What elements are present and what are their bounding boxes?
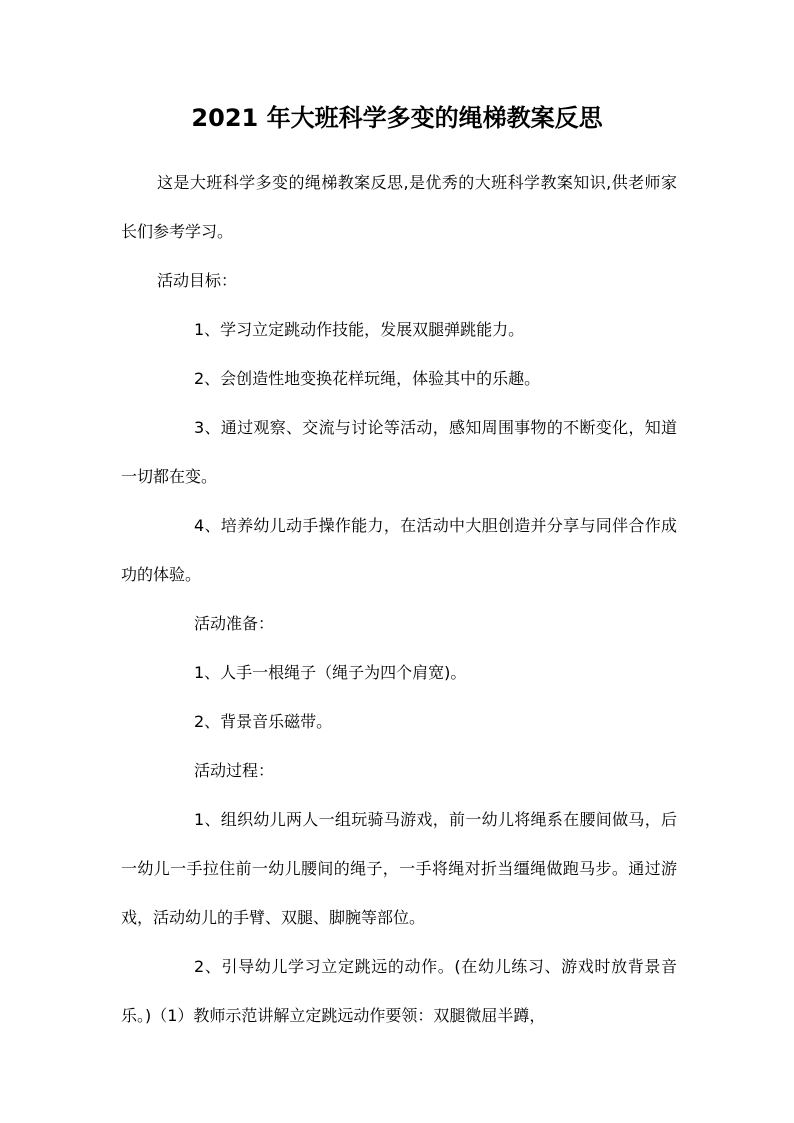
section-heading-preparation: 活动准备： — [194, 614, 275, 633]
section-heading-goals: 活动目标： — [157, 271, 238, 290]
preparation-item-1: 1、人手一根绳子（绳子为四个肩宽)。 — [194, 663, 467, 682]
document-title: 2021 年大班科学多变的绳梯教案反思 — [191, 104, 603, 132]
goal-item-1: 1、学习立定跳动作技能，发展双腿弹跳能力。 — [194, 320, 525, 339]
process-item-2: 2、引导幼儿学习立定跳远的动作。(在幼儿练习、游戏时放背景音乐。)（1）教师示范讲解立定跳远动作要领：双腿微屈半蹲， — [121, 957, 677, 1025]
preparation-item-2: 2、背景音乐磁带。 — [194, 712, 333, 731]
process-item-1: 1、组织幼儿两人一组玩骑马游戏，前一幼儿将绳系在腰间做马，后一幼儿一手拉住前一幼儿腰间的绳子，一手将绳对折当缰绳做跑马步。通过游戏，活动幼儿的手臂、双腿、脚腕等部位。 — [121, 810, 677, 927]
section-heading-process: 活动过程： — [194, 761, 275, 780]
intro-paragraph: 这是大班科学多变的绳梯教案反思,是优秀的大班科学教案知识,供老师家长们参考学习。 — [121, 173, 677, 241]
goal-item-3: 3、通过观察、交流与讨论等活动，感知周围事物的不断变化，知道一切都在变。 — [121, 418, 677, 486]
goal-item-4: 4、培养幼儿动手操作能力，在活动中大胆创造并分享与同伴合作成功的体验。 — [121, 516, 677, 584]
goal-item-2: 2、会创造性地变换花样玩绳，体验其中的乐趣。 — [194, 369, 541, 388]
